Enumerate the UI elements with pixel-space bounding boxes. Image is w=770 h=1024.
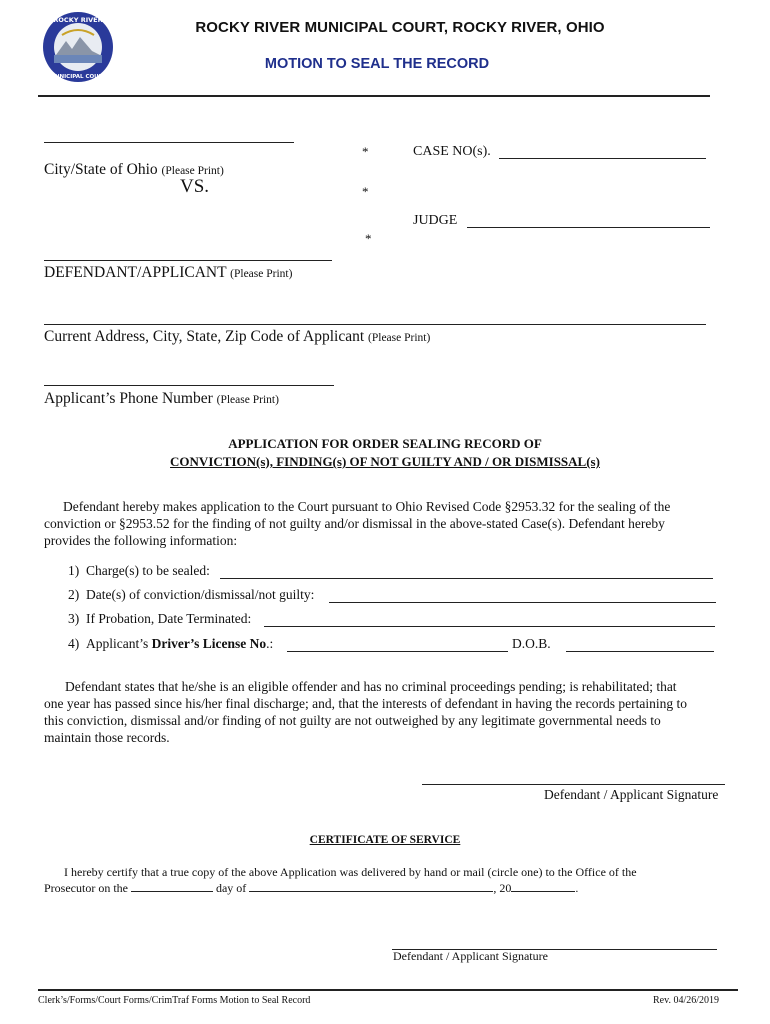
caption-star: * — [362, 144, 369, 159]
court-title: ROCKY RIVER MUNICIPAL COURT, ROCKY RIVER, OHIO — [195, 19, 605, 36]
intro-paragraph: Defendant hereby makes application to the Court pursuant to Ohio Revised Code §2953.32 for the sealing of the conviction or §2953.52 for the finding of not guilty and/or dismissal in the above-stated Case(s). Defendant hereby provides the following information: — [44, 499, 671, 548]
svg-text:MUNICIPAL COURT: MUNICIPAL COURT — [49, 74, 107, 80]
signature-label: Defendant / Applicant Signature — [544, 787, 719, 802]
svg-text:ROCKY RIVER: ROCKY RIVER — [53, 16, 103, 24]
list-item: 4) Applicant’s Driver’s License No.: — [68, 636, 274, 651]
service-day-field[interactable] — [131, 881, 213, 892]
statement-paragraph: Defendant states that he/she is an eligible offender and has no criminal proceedings pending; is rehabilitated; that one year has passed since his/her final discharge; and, that the interests of defendant in having the records pertaining to this conviction, dismissal and/or finding of not guilty are not outweighed by any legitimate governmental needs to maintain those records. — [44, 679, 688, 745]
judge-label: JUDGE — [413, 213, 458, 228]
list-item: 1) Charge(s) to be sealed: — [68, 563, 210, 578]
address-line[interactable] — [44, 312, 706, 325]
case-no-field[interactable] — [499, 144, 706, 159]
caption-star: * — [365, 231, 372, 246]
judge-field[interactable] — [467, 213, 710, 228]
defendant-line[interactable] — [44, 248, 332, 261]
conviction-date-field[interactable] — [329, 588, 716, 603]
case-no-label: CASE NO(s). — [413, 144, 491, 159]
signature-line[interactable] — [422, 770, 725, 785]
address-label: Current Address, City, State, Zip Code of Applicant (Please Print) — [44, 328, 431, 345]
footer-revision: Rev. 04/26/2019 — [653, 995, 720, 1006]
versus-label: VS. — [180, 176, 210, 197]
defendant-label: DEFENDANT/APPLICANT (Please Print) — [44, 264, 293, 281]
dob-label: D.O.B. — [512, 636, 551, 651]
dob-field[interactable] — [566, 637, 714, 652]
header-divider — [38, 95, 710, 97]
certificate-signature-line[interactable] — [392, 935, 717, 950]
phone-label: Applicant’s Phone Number (Please Print) — [44, 390, 279, 407]
license-field[interactable] — [287, 637, 508, 652]
probation-date-field[interactable] — [264, 612, 715, 627]
service-year-field[interactable] — [511, 881, 575, 892]
service-month-field[interactable] — [249, 881, 493, 892]
charges-field[interactable] — [220, 564, 713, 579]
caption-star: * — [362, 184, 369, 199]
certificate-signature-label: Defendant / Applicant Signature — [393, 949, 548, 963]
plaintiff-line[interactable] — [44, 142, 294, 143]
application-heading: APPLICATION FOR ORDER SEALING RECORD OF CONVICTION(s), FINDING(s) OF NOT GUILTY AND / OR DISMISSAL(s) — [170, 436, 600, 469]
footer-divider — [38, 989, 738, 991]
list-item: 3) If Probation, Date Terminated: — [68, 611, 252, 626]
phone-line[interactable] — [44, 373, 334, 386]
list-item: 2) Date(s) of conviction/dismissal/not guilty: — [68, 587, 315, 602]
plaintiff-label: City/State of Ohio (Please Print) — [44, 161, 224, 178]
footer-path: Clerk’s/Forms/Court Forms/CrimTraf Forms Motion to Seal Record — [38, 995, 311, 1006]
form-title: MOTION TO SEAL THE RECORD — [264, 56, 490, 72]
certificate-paragraph: I hereby certify that a true copy of the above Application was delivered by hand or mail (circle one) to the Office of the Prosecutor on the day of , 20 . — [44, 865, 637, 895]
certificate-heading: CERTIFICATE OF SERVICE — [309, 834, 461, 846]
